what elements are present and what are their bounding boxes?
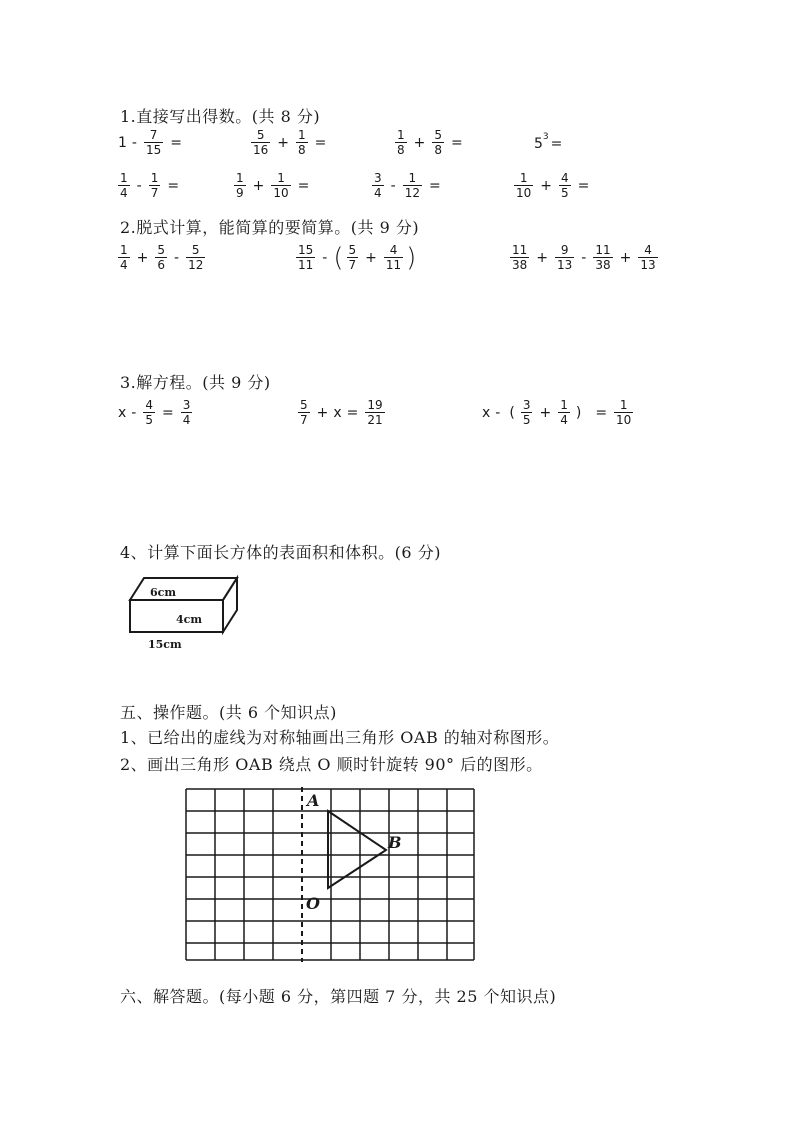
section-5-question-2: 2、画出三角形 OAB 绕点 O 顺时针旋转 90° 后的图形。 bbox=[120, 755, 543, 774]
fraction: $\frac{1}{8}$ bbox=[397, 128, 405, 157]
q1-expression-e bbox=[116, 171, 184, 200]
plus-sign: + bbox=[619, 249, 632, 266]
fraction: $\frac{5}{7}$ bbox=[348, 243, 357, 272]
fraction: $\frac{1}{12}$ bbox=[404, 171, 420, 200]
fraction: $\frac{3}{4}$ bbox=[182, 398, 191, 427]
fraction: $\frac{1}{4}$ bbox=[560, 398, 568, 427]
power-base: 5 bbox=[534, 136, 543, 152]
section-6-heading: 六、解答题。(每小题 6 分，第四题 7 分，共 25 个知识点) bbox=[120, 987, 557, 1006]
minus-sign: - bbox=[495, 404, 501, 421]
equals-sign: = bbox=[170, 134, 182, 151]
q1-expression-d bbox=[534, 132, 567, 152]
fraction: $\frac{11}{38}$ bbox=[595, 243, 611, 272]
q3-equation-c bbox=[482, 398, 635, 427]
q2-expression-a bbox=[116, 243, 207, 272]
cuboid-bottom-label: 15cm bbox=[148, 638, 182, 651]
plus-sign: + bbox=[413, 134, 426, 151]
point-o-label: O bbox=[306, 894, 320, 913]
equals-sign: = bbox=[297, 177, 310, 194]
plus-sign: + bbox=[539, 404, 552, 421]
fraction: $\frac{3}{4}$ bbox=[374, 171, 382, 200]
variable-x: x bbox=[118, 404, 127, 421]
minus-sign: - bbox=[136, 177, 142, 194]
fraction: $\frac{5}{12}$ bbox=[188, 243, 204, 272]
q1-expression-h bbox=[512, 171, 594, 200]
left-paren: ( bbox=[333, 242, 344, 273]
equals-sign: = bbox=[428, 177, 441, 194]
fraction: $\frac{1}{10}$ bbox=[273, 171, 289, 200]
lead-number: 1 bbox=[118, 134, 127, 151]
section-4-heading: 4、计算下面长方体的表面积和体积。(6 分) bbox=[120, 543, 441, 562]
fraction: $\frac{9}{13}$ bbox=[557, 243, 573, 272]
fraction: $\frac{3}{5}$ bbox=[522, 398, 531, 427]
fraction: $\frac{1}{8}$ bbox=[298, 128, 306, 157]
fraction: $\frac{1}{4}$ bbox=[120, 243, 128, 272]
section-1-heading: 1.直接写出得数。(共 8 分) bbox=[120, 107, 321, 126]
minus-sign: - bbox=[131, 134, 137, 151]
point-b-label: B bbox=[388, 833, 402, 852]
equals-sign: = bbox=[595, 404, 608, 421]
fraction: $\frac{5}{8}$ bbox=[434, 128, 443, 157]
q2-expression-b bbox=[294, 243, 417, 272]
fraction: $\frac{19}{21}$ bbox=[367, 398, 383, 427]
q3-equation-b bbox=[296, 398, 387, 427]
left-paren: ( bbox=[509, 404, 515, 421]
fraction: $\frac{1}{10}$ bbox=[516, 171, 532, 200]
fraction: $\frac{5}{6}$ bbox=[157, 243, 166, 272]
section-5-heading: 五、操作题。(共 6 个知识点) bbox=[120, 703, 337, 722]
fraction: $\frac{4}{11}$ bbox=[385, 243, 402, 272]
q1-expression-f bbox=[232, 171, 314, 200]
equals-sign: = bbox=[314, 134, 327, 151]
variable-x: x bbox=[333, 404, 342, 421]
q3-equation-a bbox=[118, 398, 194, 427]
q1-expression-a bbox=[118, 128, 187, 157]
fraction: $\frac{1}{10}$ bbox=[616, 398, 632, 427]
q1-expression-g bbox=[370, 171, 446, 200]
cuboid-top-face bbox=[130, 578, 237, 600]
section-3-heading: 3.解方程。(共 9 分) bbox=[120, 373, 271, 392]
minus-sign: - bbox=[322, 249, 328, 266]
fraction: $\frac{5}{16}$ bbox=[253, 128, 269, 157]
plus-sign: + bbox=[365, 249, 377, 266]
q2-expression-c bbox=[508, 243, 660, 272]
fraction: $\frac{4}{5}$ bbox=[145, 398, 153, 427]
variable-x: x bbox=[482, 404, 491, 421]
right-paren: ) bbox=[406, 242, 417, 273]
fraction: $\frac{1}{7}$ bbox=[150, 171, 159, 200]
q1-expression-c bbox=[393, 128, 468, 157]
plus-sign: + bbox=[316, 404, 329, 421]
minus-sign: - bbox=[131, 404, 137, 421]
minus-sign: - bbox=[390, 177, 396, 194]
fraction: $\frac{11}{38}$ bbox=[512, 243, 528, 272]
section-2-heading: 2.脱式计算，能简算的要简算。(共 9 分) bbox=[120, 218, 420, 237]
power-exponent: 3 bbox=[542, 132, 549, 142]
equals-sign: = bbox=[577, 177, 590, 194]
point-a-label: A bbox=[307, 791, 320, 810]
minus-sign: - bbox=[581, 249, 587, 266]
plus-sign: + bbox=[136, 249, 149, 266]
equals-sign: = bbox=[346, 404, 359, 421]
right-paren: ) bbox=[575, 404, 582, 421]
section-5-question-1: 1、已给出的虚线为对称轴画出三角形 OAB 的轴对称图形。 bbox=[120, 728, 560, 747]
equals-sign: = bbox=[167, 177, 180, 194]
plus-sign: + bbox=[540, 177, 553, 194]
grid-figure bbox=[180, 784, 480, 964]
plus-sign: + bbox=[536, 249, 549, 266]
fraction: $\frac{4}{13}$ bbox=[640, 243, 656, 272]
q1-expression-b bbox=[249, 128, 331, 157]
plus-sign: + bbox=[252, 177, 265, 194]
cuboid-figure bbox=[120, 572, 250, 656]
cuboid-side-label: 4cm bbox=[176, 613, 202, 626]
minus-sign: - bbox=[174, 249, 180, 266]
fraction: $\frac{15}{11}$ bbox=[298, 243, 314, 272]
cuboid-top-label: 6cm bbox=[150, 586, 176, 599]
equals-sign: = bbox=[550, 136, 563, 152]
fraction: $\frac{1}{4}$ bbox=[120, 171, 128, 200]
fraction: $\frac{4}{5}$ bbox=[561, 171, 569, 200]
grid-lines bbox=[186, 789, 474, 960]
cuboid-side-face bbox=[223, 578, 237, 632]
fraction: $\frac{7}{15}$ bbox=[145, 128, 162, 157]
fraction: $\frac{5}{7}$ bbox=[300, 398, 308, 427]
fraction: $\frac{1}{9}$ bbox=[236, 171, 244, 200]
equals-sign: = bbox=[451, 134, 463, 151]
plus-sign: + bbox=[277, 134, 290, 151]
equals-sign: = bbox=[162, 404, 174, 421]
